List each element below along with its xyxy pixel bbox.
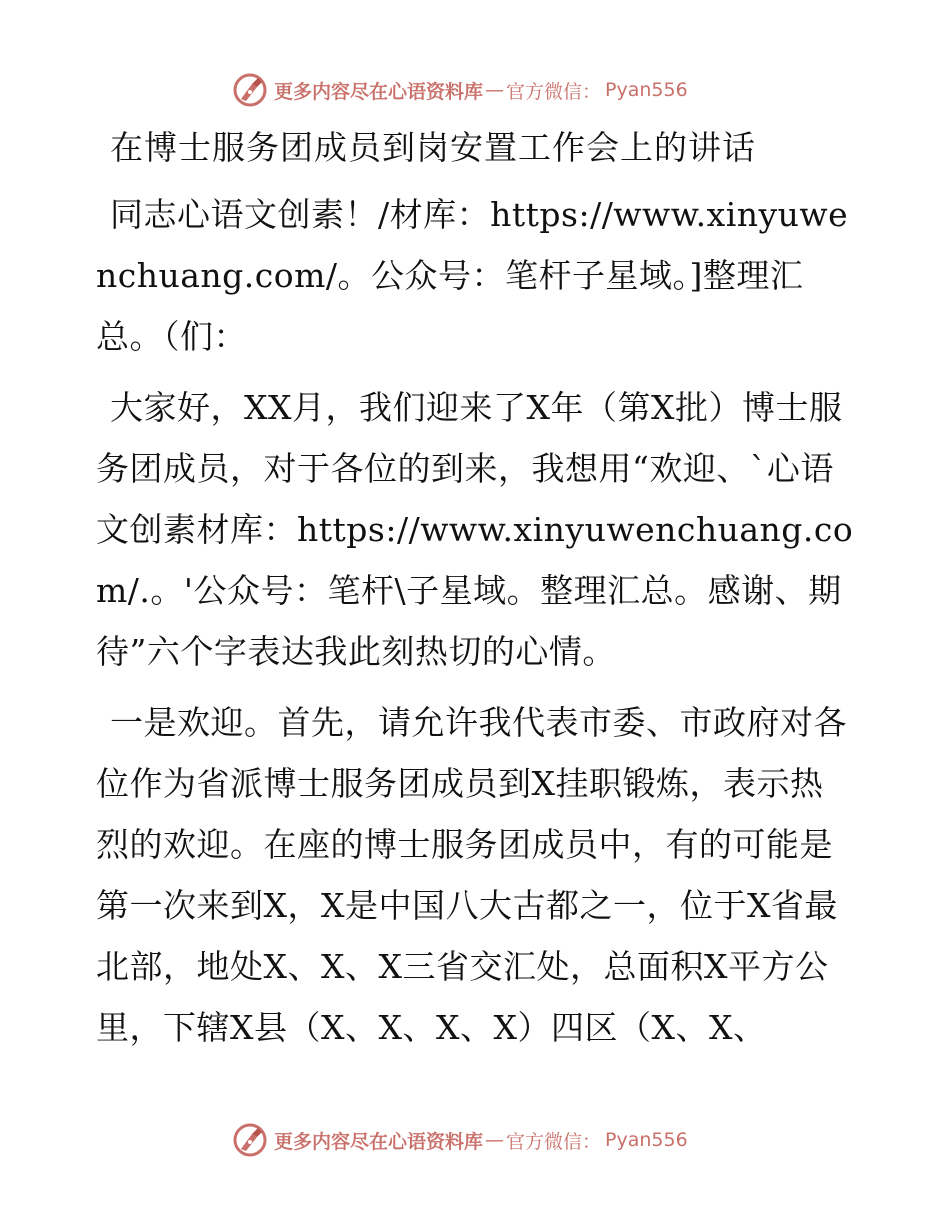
- footer-slogan: 更多内容尽在心语资料库: [274, 1130, 484, 1153]
- pen-nib-logo-icon: [232, 72, 268, 108]
- footer-dash: —: [485, 1129, 505, 1151]
- header-wechat-id: Pyan556: [605, 79, 688, 101]
- header-watermark: [232, 70, 732, 110]
- header-wechat-label: 官方微信：: [506, 80, 602, 103]
- pen-nib-logo-icon: [232, 1122, 268, 1158]
- paragraph-first-point: 一是欢迎。首先，请允许我代表市委、市政府对各位作为省派博士服务团成员到X挂职锻炼，表示热烈的欢迎。在座的博士服务团成员中，有的可能是第一次来到X，X是中国八大古都之一，位于X省最北部，地处X、X、X三省交汇处，总面积X平方公里，下辖X县（X、X、X、X）四区（X、X、: [96, 703, 847, 1047]
- header-slogan: 更多内容尽在心语资料库: [274, 80, 484, 103]
- footer-wechat-id: Pyan556: [605, 1129, 688, 1151]
- paragraph-welcome: 大家好，XX月，我们迎来了X年（第X批）博士服务团成员，对于各位的到来，我想用“欢迎、`心语文创素材库：https://www.xinyuwenchuang.com/.。'公众号：笔杆\子星域。整理汇总。感谢、期待”六个字表达我此刻热切的心情。: [96, 388, 854, 671]
- footer-wechat-label: 官方微信：: [506, 1130, 602, 1153]
- document-body: [96, 120, 856, 1068]
- paragraph-greeting: 同志心语文创素！/材库：https://www.xinyuwenchuang.com/。公众号：笔杆子星域。]整理汇总。（们：: [96, 195, 849, 356]
- footer-watermark: [232, 1120, 732, 1160]
- header-dash: —: [485, 79, 505, 101]
- document-title: 在博士服务团成员到岗安置工作会上的讲话: [110, 128, 756, 167]
